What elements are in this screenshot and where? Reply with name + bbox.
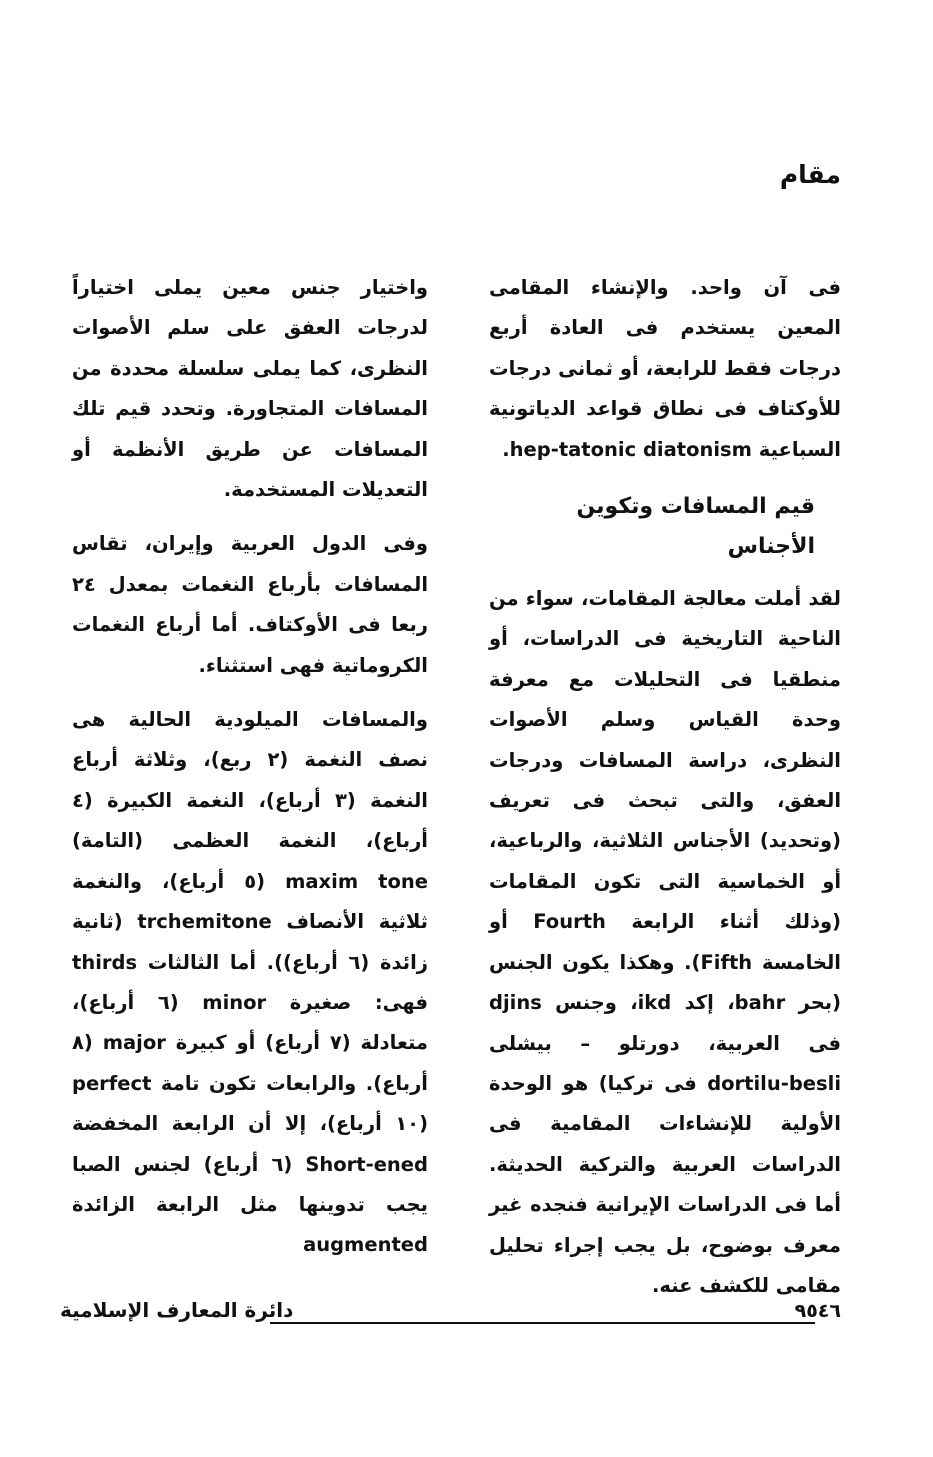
page-footer [60, 1298, 841, 1338]
running-title: مقام [779, 160, 841, 189]
paragraph-genres: لقد أملت معالجة المقامات، سواء من الناحية التاريخية فى الدراسات، أو منطقيا فى التحليلات مع معرفة وحدة القياس وسلم الأصوات النظرى، دراسة المسافات ودرجات العفق، والتى تبحث فى تعريف (وتحديد) الأجناس الثلاثية، والرباعية، أو الخماسية التى تكون المقامات (وذلك أثناء الرابعة Fourth أو الخامسة Fifth). وهكذا يكون الجنس (بحر bahr، إكد ikd، وجنس djins فى العربية، دورتلو – بيشلى dortilu-besli فى تركيا) هو الوحدة الأولية للإنشاءات المقامية فى الدراسات العربية والتركية الحديثة. أما فى الدراسات الإيرانية فنجده غير معرف بوضوح، بل يجب إجراء تحليل مقامى للكشف عنه. [489, 587, 842, 1297]
right-column [489, 268, 841, 1306]
paragraph-genre-choice: واختيار جنس معين يملى اختياراً لدرجات العفق على سلم الأصوات النظرى، كما يملى سلسلة محددة من المسافات المتجاورة. وتحدد قيم تلك المسافات عن طريق الأنظمة أو التعديلات المستخدمة. [72, 276, 428, 502]
footer-divider [270, 1322, 815, 1324]
section-heading: قيم المسافات وتكوين الأجناس [576, 494, 815, 560]
paragraph-quarter-tones: وفى الدول العربية وإيران، تقاس المسافات بأرباع النغمات بمعدل ٢٤ ربعا فى الأوكتاف. أما أرباع النغمات الكروماتية فهى استثناء. [72, 532, 428, 677]
paragraph-melodic-intervals: والمسافات الميلودية الحالية هى نصف النغمة (٢ ربع)، وثلاثة أرباع النغمة (٣ أرباع)، النغمة الكبيرة (٤ أرباع)، النغمة العظمى (التامة) maxim tone (٥ أرباع)، والنغمة ثلاثية الأنصاف trchemitone (ثانية زائدة (٦ أرباع)). أما الثالثات thirds فهى: صغيرة minor (٦ أرباع)، متعادلة (٧ أرباع) أو كبيرة major (٨ أرباع). والرابعات تكون تامة perfect (١٠ أرباع)، إلا أن الرابعة المخفضة Short-ened (٦ أرباع) لجنس الصبا يجب تدوينها مثل الرابعة الزائدة augmented [72, 708, 429, 1257]
page-number: ٩٥٤٦ [794, 1300, 841, 1322]
paragraph-intro: فى آن واحد. والإنشاء المقامى المعين يستخدم فى العادة أربع درجات فقط للرابعة، أو ثمانى درجات للأوكتاف فى نطاق قواعد الدياتونية السباعية hep-tatonic diatonism. [489, 276, 841, 461]
left-column [72, 268, 428, 1266]
publication-title: دائرة المعارف الإسلامية [60, 1298, 294, 1322]
